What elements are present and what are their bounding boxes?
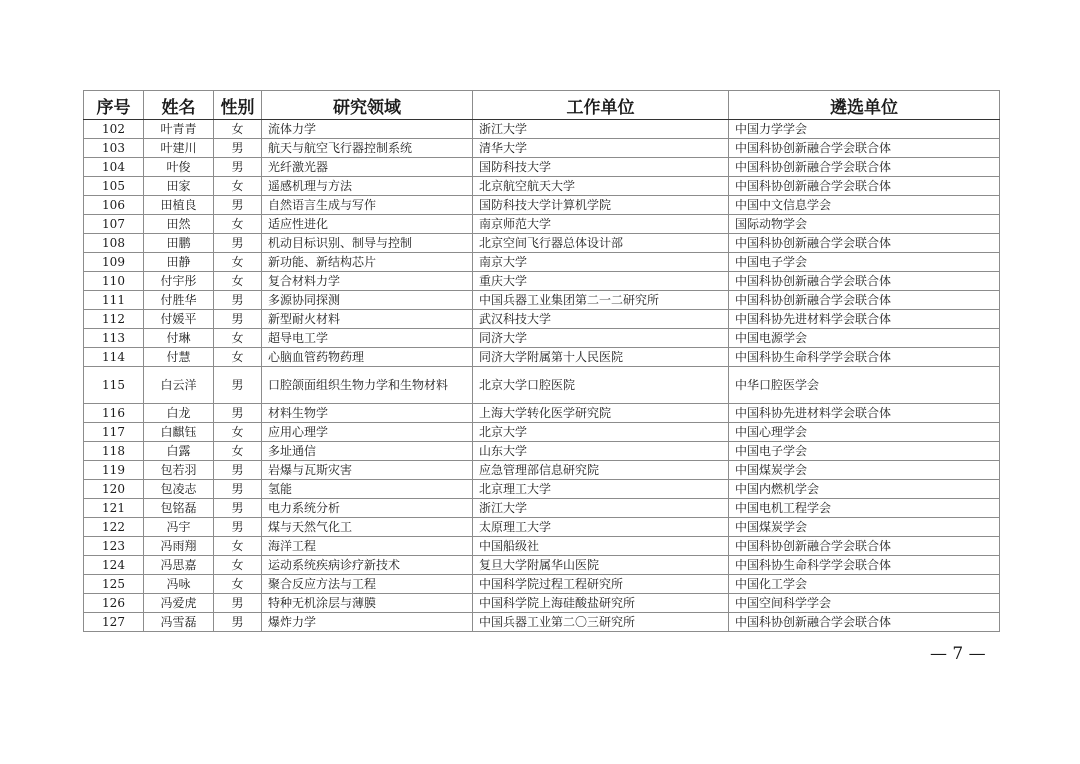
cell-name: 叶青青 <box>144 120 214 139</box>
table-row <box>84 423 1000 442</box>
cell-research-field: 机动目标识别、制导与控制 <box>262 234 473 253</box>
cell-work-unit: 南京师范大学 <box>473 215 729 234</box>
cell-gender: 女 <box>214 215 262 234</box>
cell-work-unit: 北京理工大学 <box>473 480 729 499</box>
cell-name: 付胜华 <box>144 291 214 310</box>
header-index: 序号 <box>84 91 144 120</box>
table-row <box>84 518 1000 537</box>
table-row <box>84 348 1000 367</box>
cell-work-unit: 北京空间飞行器总体设计部 <box>473 234 729 253</box>
cell-index: 109 <box>84 253 144 272</box>
cell-name: 冯思嘉 <box>144 556 214 575</box>
cell-research-field: 遥感机理与方法 <box>262 177 473 196</box>
cell-index: 111 <box>84 291 144 310</box>
cell-selection-unit: 中国科协创新融合学会联合体 <box>729 177 1000 196</box>
table-row <box>84 461 1000 480</box>
cell-gender: 男 <box>214 139 262 158</box>
cell-research-field: 应用心理学 <box>262 423 473 442</box>
table-row <box>84 480 1000 499</box>
table-body <box>84 120 1000 632</box>
cell-index: 126 <box>84 594 144 613</box>
cell-work-unit: 国防科技大学计算机学院 <box>473 196 729 215</box>
page-number: — 7 — <box>930 644 986 664</box>
table-row <box>84 158 1000 177</box>
cell-index: 124 <box>84 556 144 575</box>
cell-name: 田鹏 <box>144 234 214 253</box>
cell-selection-unit: 中国科协创新融合学会联合体 <box>729 139 1000 158</box>
cell-name: 白云洋 <box>144 367 214 404</box>
cell-name: 白龙 <box>144 404 214 423</box>
cell-name: 付宇彤 <box>144 272 214 291</box>
header-work-unit: 工作单位 <box>473 91 729 120</box>
table-row <box>84 120 1000 139</box>
cell-name: 田植良 <box>144 196 214 215</box>
table-row <box>84 594 1000 613</box>
table-row <box>84 499 1000 518</box>
cell-gender: 女 <box>214 442 262 461</box>
cell-index: 110 <box>84 272 144 291</box>
cell-gender: 女 <box>214 537 262 556</box>
cell-research-field: 运动系统疾病诊疗新技术 <box>262 556 473 575</box>
cell-gender: 女 <box>214 423 262 442</box>
cell-gender: 男 <box>214 594 262 613</box>
cell-work-unit: 同济大学 <box>473 329 729 348</box>
cell-index: 125 <box>84 575 144 594</box>
cell-gender: 男 <box>214 367 262 404</box>
cell-index: 108 <box>84 234 144 253</box>
cell-research-field: 新型耐火材料 <box>262 310 473 329</box>
cell-index: 107 <box>84 215 144 234</box>
cell-research-field: 航天与航空飞行器控制系统 <box>262 139 473 158</box>
cell-index: 127 <box>84 613 144 632</box>
cell-index: 121 <box>84 499 144 518</box>
cell-selection-unit: 中国中文信息学会 <box>729 196 1000 215</box>
cell-work-unit: 山东大学 <box>473 442 729 461</box>
cell-research-field: 氢能 <box>262 480 473 499</box>
cell-work-unit: 同济大学附属第十人民医院 <box>473 348 729 367</box>
header-selection-unit: 遴选单位 <box>729 91 1000 120</box>
cell-gender: 男 <box>214 499 262 518</box>
cell-name: 田静 <box>144 253 214 272</box>
cell-gender: 男 <box>214 404 262 423</box>
cell-index: 105 <box>84 177 144 196</box>
cell-selection-unit: 中国内燃机学会 <box>729 480 1000 499</box>
cell-research-field: 超导电工学 <box>262 329 473 348</box>
cell-work-unit: 北京大学 <box>473 423 729 442</box>
cell-name: 冯爱虎 <box>144 594 214 613</box>
cell-work-unit: 重庆大学 <box>473 272 729 291</box>
cell-gender: 女 <box>214 120 262 139</box>
cell-index: 123 <box>84 537 144 556</box>
cell-name: 白露 <box>144 442 214 461</box>
cell-selection-unit: 中国科协创新融合学会联合体 <box>729 234 1000 253</box>
cell-research-field: 新功能、新结构芯片 <box>262 253 473 272</box>
cell-work-unit: 上海大学转化医学研究院 <box>473 404 729 423</box>
cell-selection-unit: 中国科协创新融合学会联合体 <box>729 158 1000 177</box>
cell-work-unit: 太原理工大学 <box>473 518 729 537</box>
cell-gender: 男 <box>214 234 262 253</box>
cell-selection-unit: 中国心理学会 <box>729 423 1000 442</box>
cell-research-field: 岩爆与瓦斯灾害 <box>262 461 473 480</box>
cell-selection-unit: 中国科协创新融合学会联合体 <box>729 272 1000 291</box>
table-row <box>84 310 1000 329</box>
cell-gender: 女 <box>214 253 262 272</box>
table-row <box>84 234 1000 253</box>
cell-selection-unit: 国际动物学会 <box>729 215 1000 234</box>
cell-gender: 女 <box>214 575 262 594</box>
cell-gender: 女 <box>214 348 262 367</box>
cell-research-field: 海洋工程 <box>262 537 473 556</box>
cell-gender: 男 <box>214 461 262 480</box>
cell-index: 106 <box>84 196 144 215</box>
cell-work-unit: 中国兵器工业第二〇三研究所 <box>473 613 729 632</box>
cell-selection-unit: 中国科协生命科学学会联合体 <box>729 556 1000 575</box>
cell-research-field: 光纤激光器 <box>262 158 473 177</box>
cell-selection-unit: 中国煤炭学会 <box>729 461 1000 480</box>
cell-selection-unit: 中国科协创新融合学会联合体 <box>729 291 1000 310</box>
cell-name: 叶建川 <box>144 139 214 158</box>
cell-name: 冯雨翔 <box>144 537 214 556</box>
cell-selection-unit: 中国电子学会 <box>729 442 1000 461</box>
cell-research-field: 多源协同探测 <box>262 291 473 310</box>
cell-work-unit: 应急管理部信息研究院 <box>473 461 729 480</box>
cell-gender: 女 <box>214 556 262 575</box>
cell-name: 白麒钰 <box>144 423 214 442</box>
table-row <box>84 613 1000 632</box>
cell-name: 田然 <box>144 215 214 234</box>
cell-gender: 男 <box>214 613 262 632</box>
table-row <box>84 537 1000 556</box>
cell-gender: 男 <box>214 158 262 177</box>
cell-work-unit: 复旦大学附属华山医院 <box>473 556 729 575</box>
cell-research-field: 多址通信 <box>262 442 473 461</box>
header-row <box>84 91 1000 120</box>
table-row <box>84 367 1000 404</box>
cell-research-field: 材料生物学 <box>262 404 473 423</box>
table-row <box>84 329 1000 348</box>
cell-selection-unit: 中华口腔医学会 <box>729 367 1000 404</box>
cell-work-unit: 南京大学 <box>473 253 729 272</box>
table-row <box>84 253 1000 272</box>
cell-selection-unit: 中国空间科学学会 <box>729 594 1000 613</box>
cell-selection-unit: 中国电机工程学会 <box>729 499 1000 518</box>
cell-index: 112 <box>84 310 144 329</box>
table-row <box>84 575 1000 594</box>
cell-selection-unit: 中国科协生命科学学会联合体 <box>729 348 1000 367</box>
cell-name: 付慧 <box>144 348 214 367</box>
cell-gender: 男 <box>214 480 262 499</box>
cell-name: 包若羽 <box>144 461 214 480</box>
table-row <box>84 177 1000 196</box>
cell-work-unit: 浙江大学 <box>473 120 729 139</box>
cell-research-field: 自然语言生成与写作 <box>262 196 473 215</box>
table-row <box>84 556 1000 575</box>
cell-research-field: 心脑血管药物药理 <box>262 348 473 367</box>
cell-index: 102 <box>84 120 144 139</box>
cell-research-field: 适应性进化 <box>262 215 473 234</box>
cell-research-field: 口腔颌面组织生物力学和生物材料 <box>262 367 473 404</box>
cell-gender: 女 <box>214 329 262 348</box>
cell-work-unit: 武汉科技大学 <box>473 310 729 329</box>
cell-work-unit: 中国兵器工业集团第二一二研究所 <box>473 291 729 310</box>
cell-name: 冯宇 <box>144 518 214 537</box>
cell-name: 冯雪磊 <box>144 613 214 632</box>
cell-research-field: 复合材料力学 <box>262 272 473 291</box>
cell-index: 122 <box>84 518 144 537</box>
cell-selection-unit: 中国科协创新融合学会联合体 <box>729 537 1000 556</box>
cell-work-unit: 中国科学院上海硅酸盐研究所 <box>473 594 729 613</box>
cell-research-field: 聚合反应方法与工程 <box>262 575 473 594</box>
cell-gender: 女 <box>214 177 262 196</box>
cell-gender: 男 <box>214 518 262 537</box>
table-row <box>84 404 1000 423</box>
cell-index: 118 <box>84 442 144 461</box>
cell-name: 叶俊 <box>144 158 214 177</box>
cell-index: 104 <box>84 158 144 177</box>
header-research-field: 研究领域 <box>262 91 473 120</box>
cell-selection-unit: 中国力学学会 <box>729 120 1000 139</box>
cell-index: 119 <box>84 461 144 480</box>
header-name: 姓名 <box>144 91 214 120</box>
cell-selection-unit: 中国科协创新融合学会联合体 <box>729 613 1000 632</box>
cell-index: 115 <box>84 367 144 404</box>
cell-selection-unit: 中国化工学会 <box>729 575 1000 594</box>
cell-work-unit: 国防科技大学 <box>473 158 729 177</box>
cell-index: 114 <box>84 348 144 367</box>
cell-gender: 男 <box>214 196 262 215</box>
cell-selection-unit: 中国科协先进材料学会联合体 <box>729 310 1000 329</box>
cell-gender: 男 <box>214 291 262 310</box>
cell-work-unit: 北京大学口腔医院 <box>473 367 729 404</box>
cell-research-field: 煤与天然气化工 <box>262 518 473 537</box>
table-row <box>84 272 1000 291</box>
table-row <box>84 442 1000 461</box>
cell-name: 包凌志 <box>144 480 214 499</box>
cell-work-unit: 中国船级社 <box>473 537 729 556</box>
table-row <box>84 196 1000 215</box>
cell-index: 113 <box>84 329 144 348</box>
roster-table <box>83 90 1000 632</box>
cell-work-unit: 清华大学 <box>473 139 729 158</box>
cell-selection-unit: 中国科协先进材料学会联合体 <box>729 404 1000 423</box>
cell-index: 120 <box>84 480 144 499</box>
cell-name: 田家 <box>144 177 214 196</box>
cell-index: 117 <box>84 423 144 442</box>
cell-name: 付媛平 <box>144 310 214 329</box>
cell-name: 冯咏 <box>144 575 214 594</box>
cell-research-field: 流体力学 <box>262 120 473 139</box>
cell-research-field: 爆炸力学 <box>262 613 473 632</box>
cell-index: 116 <box>84 404 144 423</box>
cell-work-unit: 浙江大学 <box>473 499 729 518</box>
cell-work-unit: 北京航空航天大学 <box>473 177 729 196</box>
table-row <box>84 291 1000 310</box>
header-gender: 性别 <box>214 91 262 120</box>
cell-research-field: 特种无机涂层与薄膜 <box>262 594 473 613</box>
cell-selection-unit: 中国电子学会 <box>729 253 1000 272</box>
cell-selection-unit: 中国电源学会 <box>729 329 1000 348</box>
cell-research-field: 电力系统分析 <box>262 499 473 518</box>
cell-gender: 男 <box>214 310 262 329</box>
cell-work-unit: 中国科学院过程工程研究所 <box>473 575 729 594</box>
cell-gender: 女 <box>214 272 262 291</box>
table-row <box>84 139 1000 158</box>
cell-index: 103 <box>84 139 144 158</box>
table-row <box>84 215 1000 234</box>
cell-selection-unit: 中国煤炭学会 <box>729 518 1000 537</box>
cell-name: 付琳 <box>144 329 214 348</box>
cell-name: 包铭磊 <box>144 499 214 518</box>
